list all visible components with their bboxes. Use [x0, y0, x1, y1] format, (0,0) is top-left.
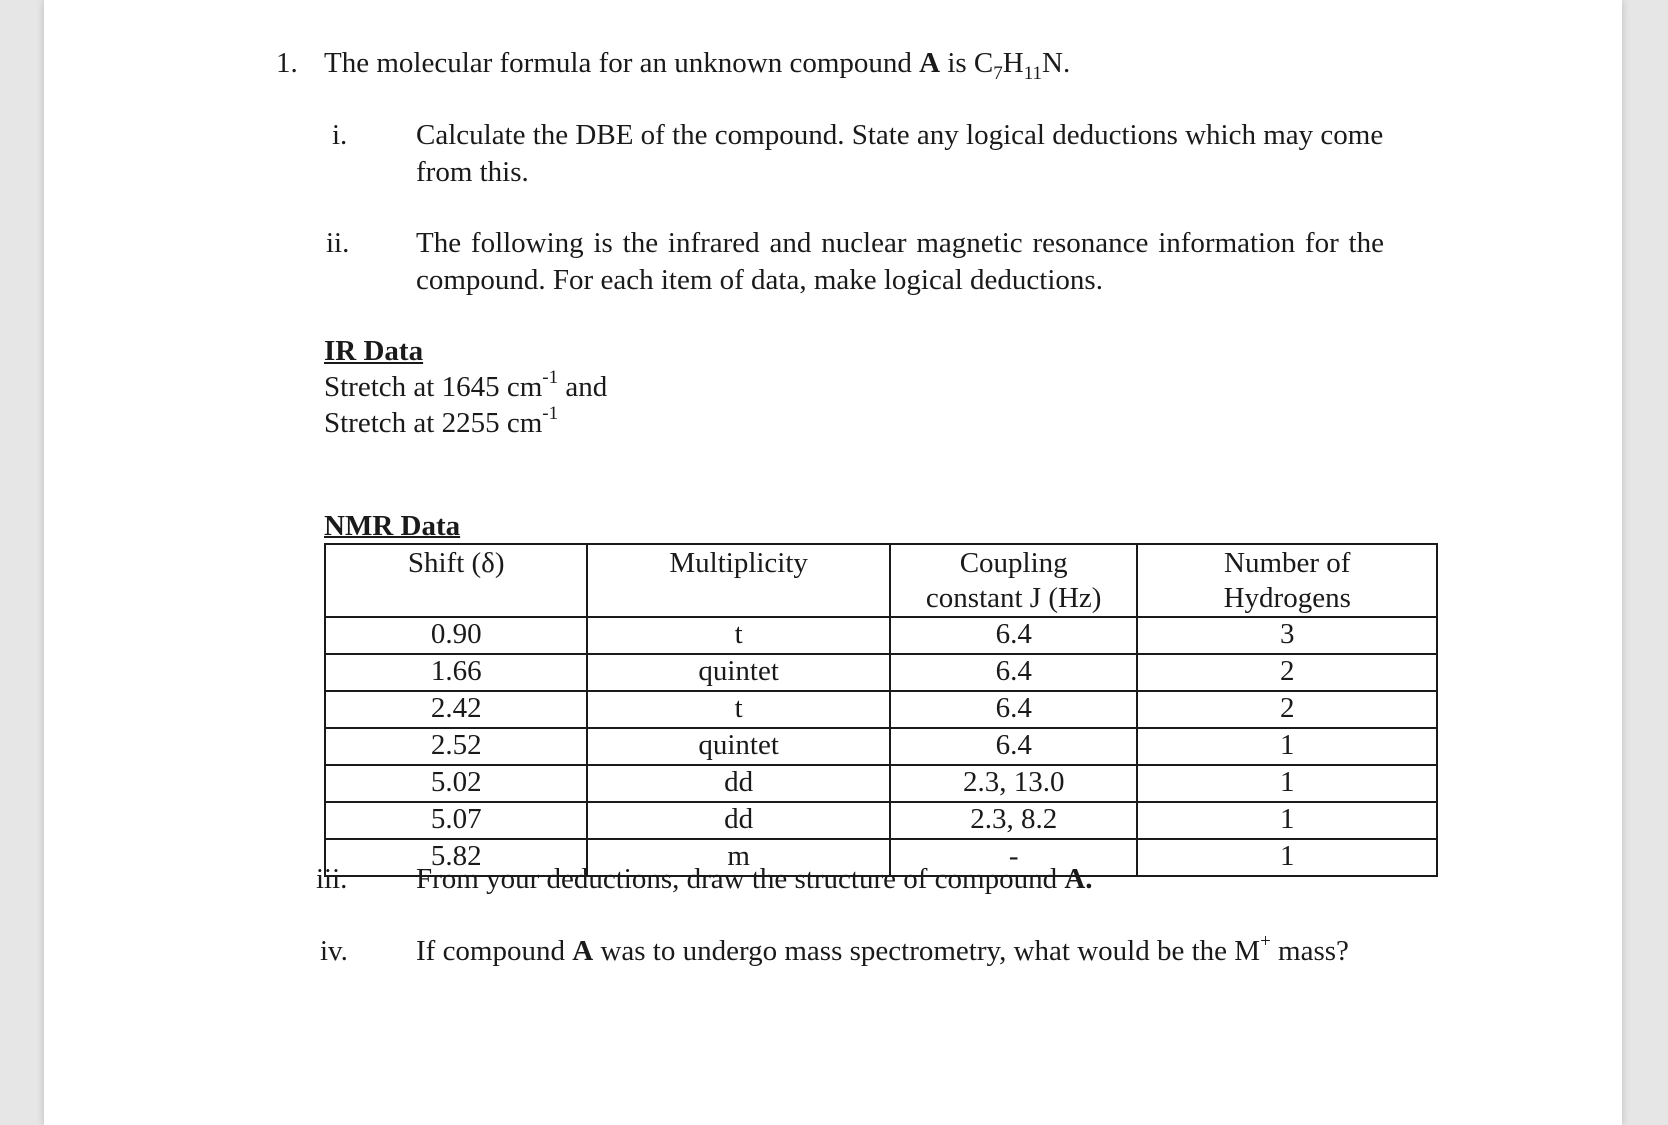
col-header-multiplicity: Multiplicity: [587, 544, 890, 617]
cell-shift: 2.42: [325, 691, 587, 728]
cell-shift: 5.82: [325, 839, 587, 876]
cell-hydrogens: 1: [1137, 802, 1437, 839]
cell-coupling: 6.4: [890, 728, 1138, 765]
cell-coupling: 2.3, 8.2: [890, 802, 1138, 839]
part-ii-text: The following is the infrared and nuclear magnetic resonance information for the compound. For each item of data, make logical deductions.: [416, 227, 1384, 296]
part-iii-text-start: From your deductions, draw the structure of compound: [416, 863, 1065, 895]
cell-shift: 5.07: [325, 802, 587, 839]
cell-coupling: 6.4: [890, 654, 1138, 691]
table-row: [325, 617, 1437, 654]
ir-stretch-2-text: Stretch at 2255 cm: [324, 407, 543, 439]
part-iv-text-end: mass?: [1270, 935, 1349, 967]
cell-multiplicity: m: [587, 839, 890, 876]
ir-stretch-1-and: and: [558, 371, 608, 403]
cell-shift: 5.02: [325, 765, 587, 802]
part-iii-numeral: iii.: [316, 863, 348, 895]
part-i-text: Calculate the DBE of the compound. State any logical deductions which may come from this.: [416, 119, 1384, 188]
cell-hydrogens: 2: [1137, 691, 1437, 728]
cell-coupling: 6.4: [890, 691, 1138, 728]
nmr-table: [324, 543, 1438, 877]
cell-shift: 0.90: [325, 617, 587, 654]
col-header-hydrogens: [1137, 544, 1437, 617]
document-page: [44, 0, 1622, 1125]
cell-coupling: 6.4: [890, 617, 1138, 654]
table-row: [325, 654, 1437, 691]
part-iv-text: [416, 933, 1416, 970]
cell-multiplicity: t: [587, 617, 890, 654]
nmr-header-row: [325, 544, 1437, 617]
part-iv-text-start: If compound: [416, 935, 573, 967]
cell-coupling: 2.3, 13.0: [890, 765, 1138, 802]
col-header-coupling: [890, 544, 1138, 617]
ir-stretch-2-unit-exponent: -1: [542, 403, 559, 425]
hydrogen-letter: H: [1002, 47, 1024, 79]
part-iv-text-middle: was to undergo mass spectrometry, what would be the M: [593, 935, 1261, 967]
hydrogen-count: 11: [1023, 62, 1043, 84]
col-header-shift: Shift (δ): [325, 544, 587, 617]
nmr-data-heading: NMR Data: [324, 510, 461, 542]
table-row: [325, 802, 1437, 839]
part-iii-text: [416, 861, 1384, 898]
cell-hydrogens: 3: [1137, 617, 1437, 654]
part-iii-compound-label: A.: [1064, 863, 1093, 895]
table-row: [325, 728, 1437, 765]
part-ii-numeral: ii.: [326, 227, 350, 259]
cell-coupling: -: [890, 839, 1138, 876]
cell-multiplicity: t: [587, 691, 890, 728]
question-text-is: is C: [940, 47, 994, 79]
table-row: [325, 691, 1437, 728]
part-iv-ion-charge: +: [1260, 931, 1271, 953]
ir-data-heading: IR Data: [324, 335, 424, 367]
col-header-coupling-label: Coupling constant J (Hz): [925, 547, 1102, 614]
question-text-start: The molecular formula for an unknown compound: [324, 47, 920, 79]
table-row: [325, 765, 1437, 802]
ir-stretch-1-unit-exponent: -1: [542, 367, 559, 389]
cell-hydrogens: 1: [1137, 839, 1437, 876]
col-header-hydrogens-label: Number of Hydrogens: [1223, 547, 1351, 614]
question-text-end: N.: [1042, 47, 1071, 79]
cell-hydrogens: 1: [1137, 728, 1437, 765]
carbon-count: 7: [993, 62, 1003, 84]
cell-multiplicity: dd: [587, 765, 890, 802]
cell-multiplicity: quintet: [587, 654, 890, 691]
ir-stretch-1-text: Stretch at 1645 cm: [324, 371, 543, 403]
ir-stretch-2: [324, 405, 558, 441]
cell-hydrogens: 1: [1137, 765, 1437, 802]
part-iv-compound-label: A: [572, 935, 594, 967]
cell-multiplicity: quintet: [587, 728, 890, 765]
part-iv-numeral: iv.: [320, 935, 348, 967]
question-text: [324, 45, 1071, 84]
cell-hydrogens: 2: [1137, 654, 1437, 691]
cell-shift: 2.52: [325, 728, 587, 765]
part-i-numeral: i.: [332, 119, 348, 151]
cell-multiplicity: dd: [587, 802, 890, 839]
ir-stretch-1: [324, 369, 607, 405]
cell-shift: 1.66: [325, 654, 587, 691]
compound-label: A: [919, 47, 941, 79]
question-number: 1.: [276, 47, 298, 79]
